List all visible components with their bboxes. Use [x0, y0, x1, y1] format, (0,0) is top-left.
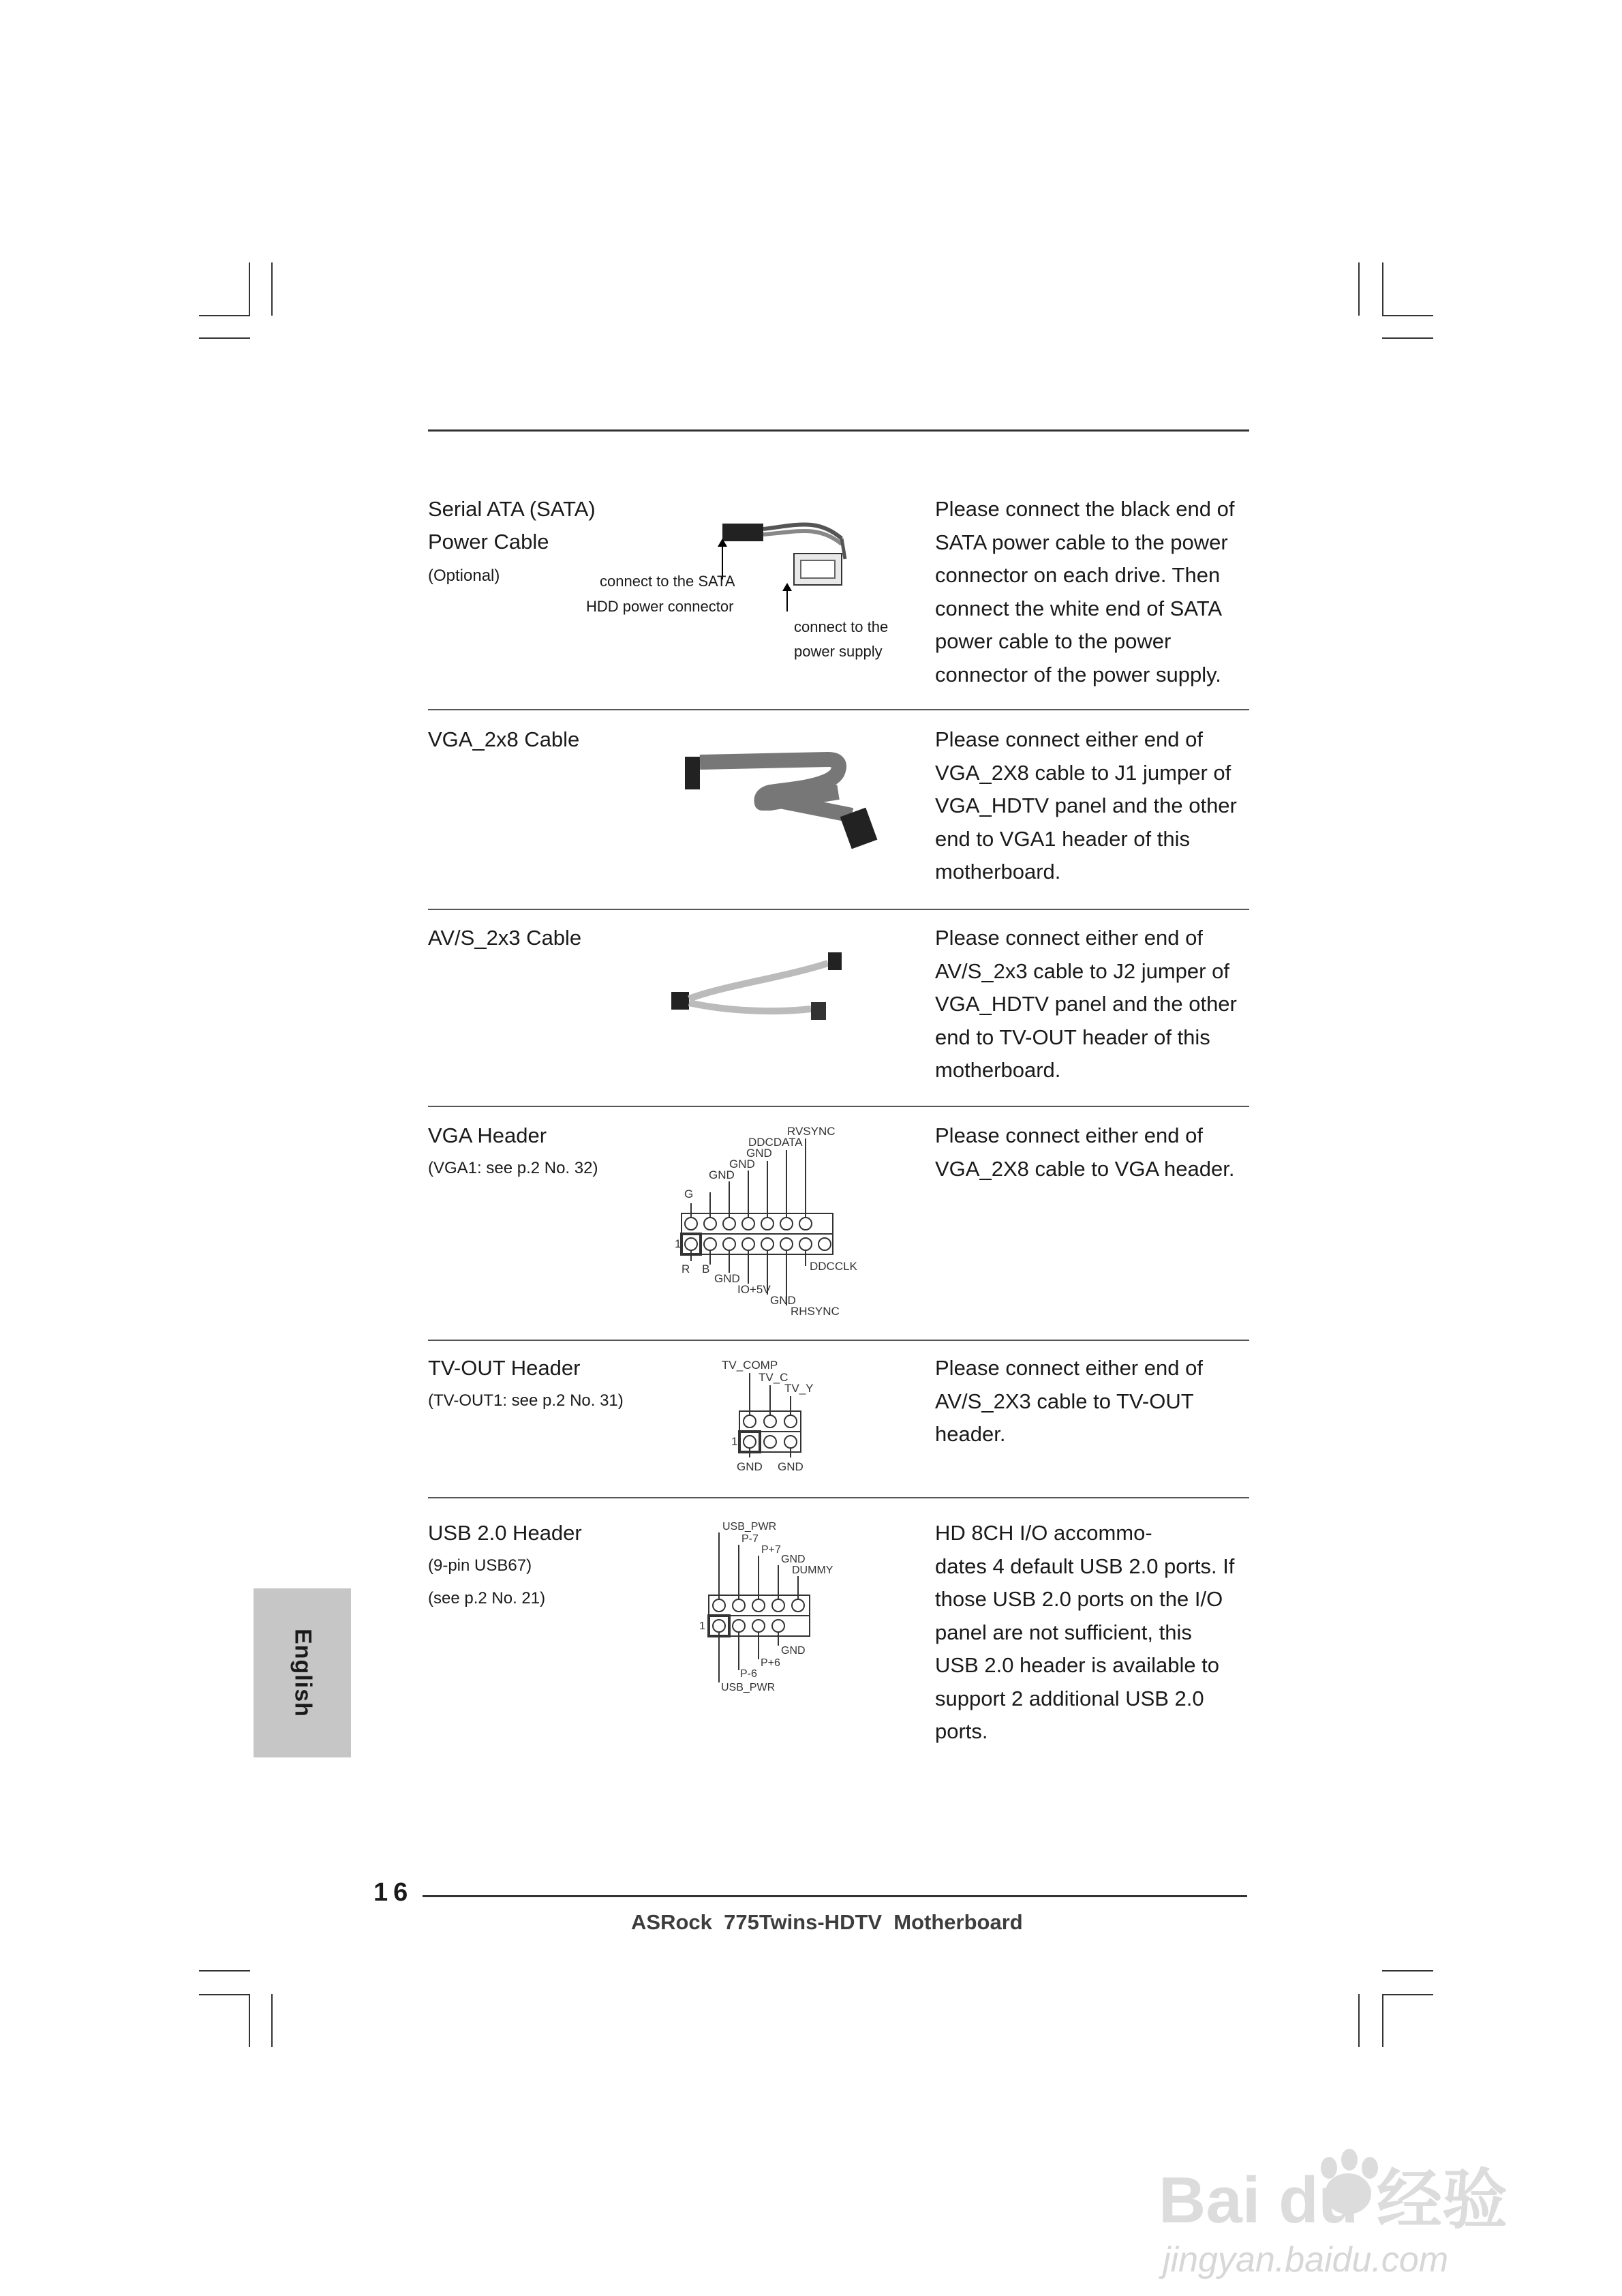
crop-mark	[199, 1970, 250, 1972]
section-title: USB 2.0 Header	[428, 1521, 582, 1545]
crop-mark	[199, 337, 250, 339]
section-title: Serial ATA (SATA) Power Cable	[428, 497, 596, 554]
section-divider	[428, 1497, 1249, 1498]
cable-label: HDD power connector	[586, 598, 734, 615]
pin-label: TV_COMP	[722, 1359, 778, 1372]
pin-label: GND	[737, 1460, 763, 1473]
crop-mark	[199, 315, 250, 316]
crop-mark	[1382, 1994, 1433, 1995]
pin-label: RVSYNC	[787, 1125, 836, 1138]
pin-label: USB_PWR	[721, 1682, 776, 1693]
vga-header-pin-diagram	[675, 1121, 872, 1323]
pin-label: DDCCLK	[810, 1260, 857, 1273]
crop-mark	[249, 1994, 250, 2047]
cable-label: connect to the	[794, 618, 889, 635]
pin-label: RHSYNC	[791, 1305, 840, 1318]
section-subtitle: (9-pin USB67)	[428, 1556, 532, 1575]
tv-out-header-pin-diagram	[719, 1357, 835, 1479]
pin-label: R	[682, 1263, 690, 1275]
pin-label: TV_Y	[784, 1382, 814, 1395]
section-divider	[428, 1106, 1249, 1107]
crop-mark	[271, 1994, 273, 2047]
pin-label: GND	[729, 1158, 755, 1170]
crop-mark	[1382, 315, 1433, 316]
section-title: VGA_2x8 Cable	[428, 727, 580, 751]
crop-mark	[1382, 337, 1433, 339]
usb-header-pin-diagram	[695, 1520, 852, 1697]
section-subtitle: (Optional)	[428, 567, 500, 585]
crop-mark	[1382, 1994, 1383, 2047]
section-divider	[428, 1340, 1249, 1341]
pin-label: P-6	[740, 1668, 757, 1680]
pin-label: P+6	[761, 1657, 780, 1669]
crop-mark	[1382, 1970, 1433, 1972]
pin-label: GND	[781, 1554, 806, 1565]
section-description: Please connect either end of AV/S_2x3 cable to J2 jumper of VGA_HDTV panel and the other end to TV-OUT header of this motherboard.	[935, 926, 1237, 1082]
section-title: AV/S_2x3 Cable	[428, 926, 582, 950]
cable-label: connect to the SATA	[600, 573, 735, 590]
vga-2x8-cable-image	[682, 750, 886, 852]
baidu-watermark-url: jingyan.baidu.com	[1163, 2240, 1449, 2280]
pin-label: GND	[709, 1168, 735, 1181]
section-description: Please connect either end of VGA_2X8 cable to J1 jumper of VGA_HDTV panel and the other end to VGA1 header of this motherboard.	[935, 727, 1237, 883]
section-divider	[428, 709, 1249, 710]
section-subtitle: (VGA1: see p.2 No. 32)	[428, 1159, 598, 1177]
pin-label: IO+5V	[737, 1283, 771, 1296]
crop-mark	[199, 1994, 250, 1995]
pin-label: DDCDATA	[748, 1136, 803, 1149]
pin-label: P+7	[761, 1544, 781, 1556]
page-number: 16	[373, 1878, 414, 1907]
crop-mark	[249, 262, 250, 316]
section-subtitle: (see p.2 No. 21)	[428, 1589, 546, 1607]
pin-label: GND	[778, 1460, 804, 1473]
pin-label: GND	[770, 1294, 796, 1307]
pin-one-marker: 1	[731, 1435, 738, 1448]
baidu-watermark-logo	[1159, 2147, 1540, 2236]
watermark-logo-text: Bai du 经验	[1159, 2164, 1508, 2237]
section-description: Please connect either end of AV/S_2X3 cable to TV-OUT header.	[935, 1356, 1203, 1446]
sata-power-cable-image	[716, 504, 893, 600]
avs-2x3-cable-image	[664, 944, 855, 1029]
crop-mark	[1358, 1994, 1360, 2047]
pin-label: DUMMY	[792, 1565, 833, 1576]
footer-rule	[423, 1895, 1247, 1897]
top-rule	[428, 429, 1249, 432]
section-description: Please connect either end of VGA_2X8 cable to VGA header.	[935, 1123, 1235, 1181]
pin-label: G	[684, 1188, 694, 1200]
pin-one-marker: 1	[699, 1620, 705, 1632]
footer-title: ASRock 775Twins-HDTV Motherboard	[631, 1910, 1023, 1934]
pin-label: B	[702, 1263, 710, 1275]
language-side-tab	[254, 1588, 351, 1757]
section-title: VGA Header	[428, 1123, 547, 1147]
pin-one-marker: 1	[675, 1237, 682, 1250]
pin-label: USB_PWR	[722, 1521, 777, 1532]
pin-label: GND	[714, 1272, 740, 1285]
pin-label: GND	[781, 1645, 806, 1657]
language-label: English	[290, 1629, 316, 1717]
arrow-icon	[780, 583, 794, 611]
pin-label: GND	[746, 1147, 772, 1160]
section-description: HD 8CH I/O accommo- dates 4 default USB 2.0 ports. If those USB 2.0 ports on the I/O panel are not sufficient, this USB 2.0 header is available to support 2 additional USB 2.0 ports.	[935, 1521, 1235, 1743]
pin-label: P-7	[741, 1533, 759, 1545]
pin-label: TV_C	[759, 1371, 789, 1384]
section-subtitle: (TV-OUT1: see p.2 No. 31)	[428, 1391, 624, 1410]
crop-mark	[1358, 262, 1360, 316]
crop-mark	[271, 262, 273, 316]
crop-mark	[1382, 262, 1383, 316]
section-title: TV-OUT Header	[428, 1356, 581, 1380]
section-description: Please connect the black end of SATA power cable to the power connector on each drive. Then connect the white end of SATA power cable to the power connector of the power supply.	[935, 497, 1235, 686]
cable-label: power supply	[794, 643, 883, 660]
section-divider	[428, 909, 1249, 910]
